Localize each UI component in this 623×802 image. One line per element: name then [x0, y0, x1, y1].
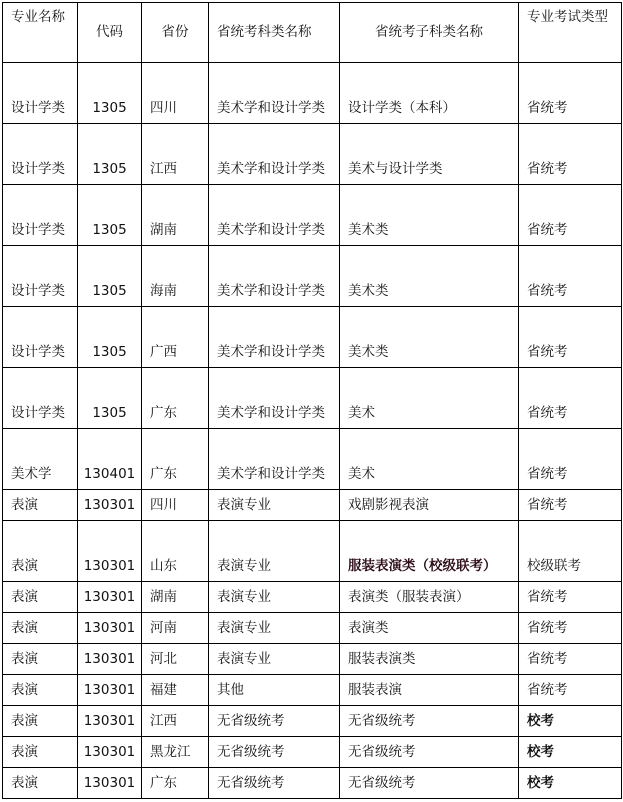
- cell-exam-type: 省统考: [519, 185, 622, 246]
- cell-code: 130301: [78, 582, 142, 613]
- cell-category: 美术学和设计学类: [209, 124, 340, 185]
- cell-major: 设计学类: [3, 63, 78, 124]
- cell-code: 1305: [78, 246, 142, 307]
- major-exam-table: [2, 2, 622, 799]
- cell-subcategory: 无省级统考: [340, 737, 519, 768]
- cell-exam-type: 省统考: [519, 675, 622, 706]
- cell-exam-type: 省统考: [519, 307, 622, 368]
- cell-category: 美术学和设计学类: [209, 368, 340, 429]
- cell-category: 其他: [209, 675, 340, 706]
- cell-exam-type: 校考: [519, 737, 622, 768]
- table-header-row: [3, 3, 622, 63]
- cell-major: 设计学类: [3, 368, 78, 429]
- cell-province: 广西: [142, 307, 209, 368]
- header-province: 省份: [142, 3, 209, 63]
- table-row: [3, 582, 622, 613]
- header-major: 专业名称: [3, 3, 78, 63]
- cell-category: 表演专业: [209, 582, 340, 613]
- cell-province: 河南: [142, 613, 209, 644]
- cell-code: 130301: [78, 706, 142, 737]
- cell-exam-type: 省统考: [519, 368, 622, 429]
- cell-exam-type: 省统考: [519, 63, 622, 124]
- table-row: [3, 737, 622, 768]
- cell-subcategory: 美术类: [340, 307, 519, 368]
- table-row: [3, 706, 622, 737]
- cell-major: 表演: [3, 706, 78, 737]
- cell-province: 福建: [142, 675, 209, 706]
- cell-province: 广东: [142, 368, 209, 429]
- table-row: [3, 644, 622, 675]
- table-row: [3, 490, 622, 521]
- cell-subcategory: 美术类: [340, 185, 519, 246]
- cell-exam-type: 省统考: [519, 644, 622, 675]
- cell-exam-type: 省统考: [519, 613, 622, 644]
- cell-exam-type: 校考: [519, 706, 622, 737]
- cell-province: 黑龙江: [142, 737, 209, 768]
- cell-major: 设计学类: [3, 185, 78, 246]
- table-row: [3, 429, 622, 490]
- cell-province: 广东: [142, 429, 209, 490]
- header-category: 省统考科类名称: [209, 3, 340, 63]
- cell-province: 广东: [142, 768, 209, 799]
- cell-exam-type: 校级联考: [519, 521, 622, 582]
- table-row: [3, 613, 622, 644]
- cell-major: 表演: [3, 675, 78, 706]
- cell-exam-type: 校考: [519, 768, 622, 799]
- header-subcategory: 省统考子科类名称: [340, 3, 519, 63]
- cell-category: 表演专业: [209, 490, 340, 521]
- cell-major: 表演: [3, 521, 78, 582]
- cell-category: 美术学和设计学类: [209, 63, 340, 124]
- table-row: [3, 307, 622, 368]
- cell-province: 四川: [142, 63, 209, 124]
- cell-major: 美术学: [3, 429, 78, 490]
- cell-subcategory: 无省级统考: [340, 706, 519, 737]
- cell-subcategory: 服装表演类（校级联考）: [340, 521, 519, 582]
- cell-category: 无省级统考: [209, 706, 340, 737]
- cell-exam-type: 省统考: [519, 429, 622, 490]
- cell-subcategory: 表演类（服装表演）: [340, 582, 519, 613]
- cell-major: 表演: [3, 768, 78, 799]
- cell-subcategory: 美术与设计学类: [340, 124, 519, 185]
- cell-code: 1305: [78, 63, 142, 124]
- cell-province: 江西: [142, 124, 209, 185]
- cell-province: 海南: [142, 246, 209, 307]
- header-exam-type: 专业考试类型: [519, 3, 622, 63]
- cell-category: 美术学和设计学类: [209, 429, 340, 490]
- cell-subcategory: 表演类: [340, 613, 519, 644]
- cell-major: 表演: [3, 490, 78, 521]
- cell-category: 美术学和设计学类: [209, 246, 340, 307]
- cell-major: 设计学类: [3, 124, 78, 185]
- table-row: [3, 124, 622, 185]
- cell-code: 1305: [78, 368, 142, 429]
- cell-category: 美术学和设计学类: [209, 185, 340, 246]
- cell-code: 130301: [78, 613, 142, 644]
- cell-code: 130401: [78, 429, 142, 490]
- cell-code: 130301: [78, 521, 142, 582]
- table-row: [3, 368, 622, 429]
- cell-code: 130301: [78, 644, 142, 675]
- cell-major: 设计学类: [3, 307, 78, 368]
- cell-province: 江西: [142, 706, 209, 737]
- cell-exam-type: 省统考: [519, 124, 622, 185]
- cell-code: 130301: [78, 768, 142, 799]
- cell-province: 湖南: [142, 185, 209, 246]
- cell-subcategory: 美术: [340, 368, 519, 429]
- cell-province: 湖南: [142, 582, 209, 613]
- table-row: [3, 185, 622, 246]
- table-row: [3, 675, 622, 706]
- cell-subcategory: 服装表演: [340, 675, 519, 706]
- cell-subcategory: 戏剧影视表演: [340, 490, 519, 521]
- cell-province: 山东: [142, 521, 209, 582]
- cell-major: 设计学类: [3, 246, 78, 307]
- cell-code: 1305: [78, 185, 142, 246]
- cell-code: 130301: [78, 737, 142, 768]
- cell-code: 1305: [78, 124, 142, 185]
- cell-category: 表演专业: [209, 644, 340, 675]
- cell-major: 表演: [3, 644, 78, 675]
- cell-category: 美术学和设计学类: [209, 307, 340, 368]
- cell-exam-type: 省统考: [519, 582, 622, 613]
- table-row: [3, 63, 622, 124]
- cell-major: 表演: [3, 582, 78, 613]
- cell-subcategory: 无省级统考: [340, 768, 519, 799]
- cell-category: 无省级统考: [209, 737, 340, 768]
- cell-province: 河北: [142, 644, 209, 675]
- cell-code: 130301: [78, 490, 142, 521]
- cell-category: 无省级统考: [209, 768, 340, 799]
- cell-subcategory: 美术: [340, 429, 519, 490]
- cell-subcategory: 美术类: [340, 246, 519, 307]
- cell-exam-type: 省统考: [519, 246, 622, 307]
- table-row: [3, 768, 622, 799]
- cell-subcategory: 设计学类（本科）: [340, 63, 519, 124]
- cell-province: 四川: [142, 490, 209, 521]
- cell-exam-type: 省统考: [519, 490, 622, 521]
- cell-category: 表演专业: [209, 521, 340, 582]
- cell-code: 130301: [78, 675, 142, 706]
- cell-subcategory: 服装表演类: [340, 644, 519, 675]
- table-row: [3, 246, 622, 307]
- cell-code: 1305: [78, 307, 142, 368]
- cell-category: 表演专业: [209, 613, 340, 644]
- header-code: 代码: [78, 3, 142, 63]
- cell-major: 表演: [3, 613, 78, 644]
- table-row: [3, 521, 622, 582]
- cell-major: 表演: [3, 737, 78, 768]
